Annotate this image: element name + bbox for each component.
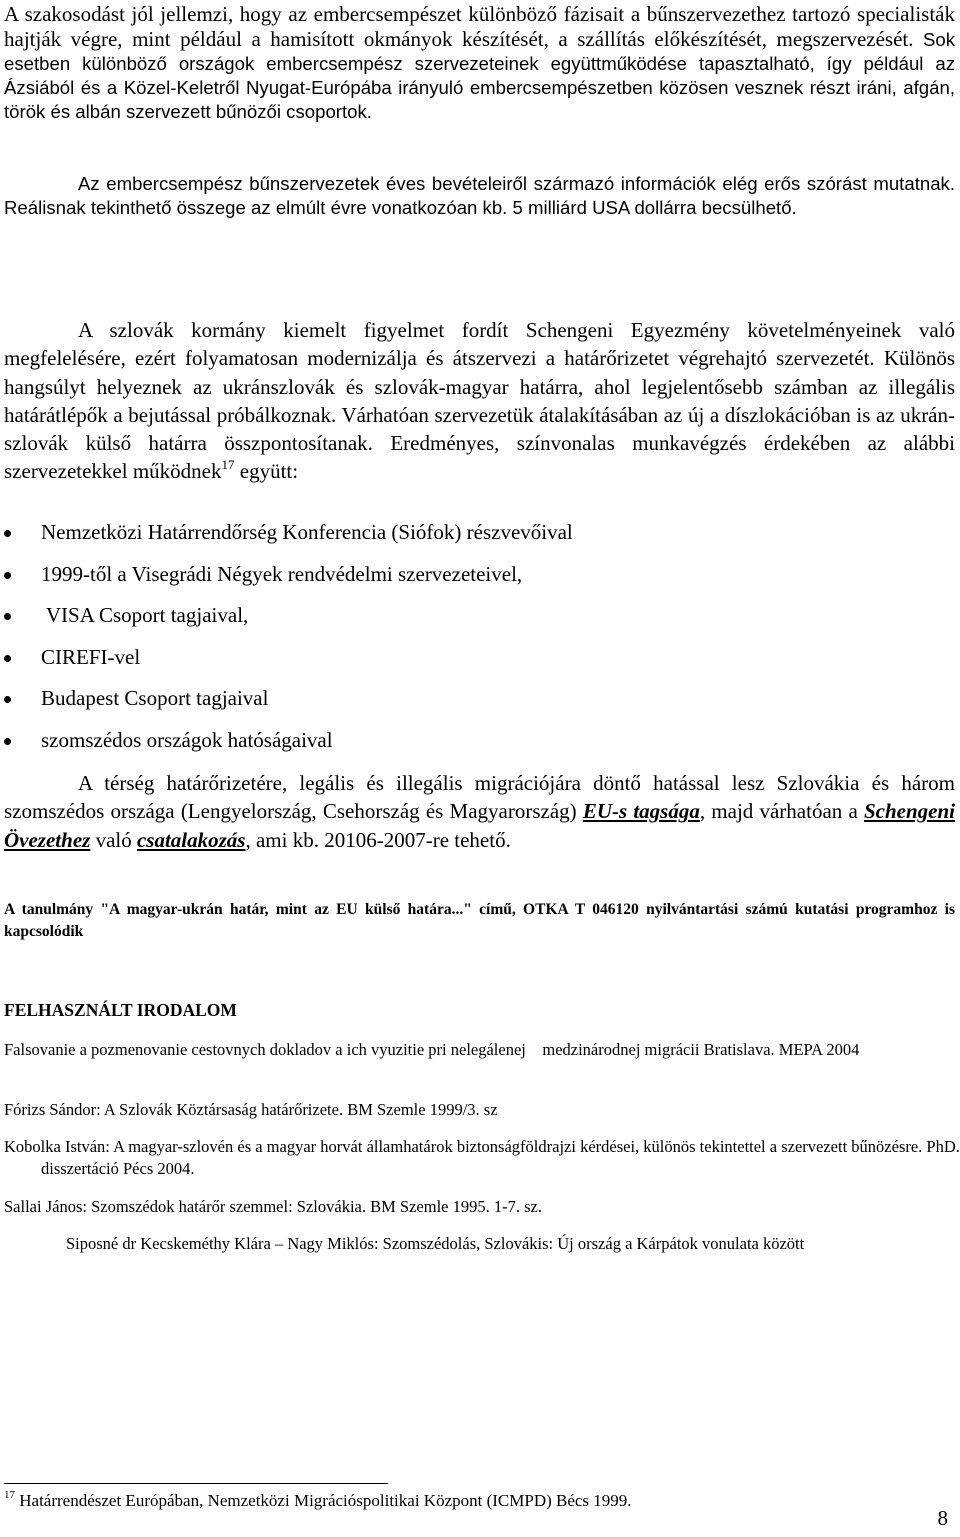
paragraph-slovak-text: A szlovák kormány kiemelt figyelmet fordít Schengeni Egyezmény követelményeinek való megfelelésére, ezért folyamatosan modernizálja és átszervezi a határőrizetet végrehajtó szervezetét. Különös hangsúlyt helyeznek az ukránszlovák és szlovák-magyar határra, ahol legjelentősebb számban az illegális határátlépők a bejutással próbálkoznak. Várhatóan szervezetük átalakításában az új a díszlokációban is az ukrán-szlovák külső határra összpontosítanak. Eredményes, színvonalas munkavégzés érdekében az alábbi szervezetekkel működnek	[4, 318, 955, 484]
bullet-icon	[4, 613, 11, 620]
references-heading: FELHASZNÁLT IRODALOM	[4, 1000, 237, 1020]
paragraph-slovak-government	[4, 316, 955, 486]
bullet-icon	[4, 738, 11, 745]
schengen-zone-emphasis: Schengeni Övezethez	[4, 799, 955, 852]
footnote-separator	[4, 1483, 388, 1484]
bullet-icon	[4, 572, 11, 579]
research-program-note: A tanulmány "A magyar-ukrán határ, mint az EU külső határa..." című, OTKA T 046120 nyilvántartási számú kutatási programhoz is kapcsolódik	[4, 901, 955, 940]
reference-item: Fórizs Sándor: A Szlovák Köztársaság határőrizete. BM Szemle 1999/3. sz	[4, 1100, 498, 1119]
reference-item: Sallai János: Szomszédok határőr szemmel: Szlovákia. BM Szemle 1995. 1-7. sz.	[4, 1197, 542, 1216]
bullet-icon	[4, 530, 11, 537]
footnote-reference[interactable]: 17	[221, 457, 235, 473]
footnote	[4, 1491, 632, 1511]
accession-emphasis: csatalakozás	[136, 827, 246, 852]
paragraph-smuggling-specialization	[4, 2, 955, 124]
paragraph-schengen-outlook: A térség határőrizetére, legális és illegális migrációjára döntő hatással lesz Szlovákia és három szomszédos országa (Lengyelország, Csehország és Magyarország) EU-s tagsága, majd várhatóan a Schengeni Övezethez való csatalakozás, ami kb. 20106-2007-re tehető.	[4, 771, 955, 852]
reference-item: Kobolka István: A magyar-szlovén és a magyar horvát államhatárok biztonságföldrajzi kérdései, különös tekintettel a szervezett bűnözésre. PhD. disszertáció Pécs 2004.	[4, 1137, 960, 1178]
bullet-icon	[4, 655, 11, 662]
reference-item: Falsovanie a pozmenovanie cestovnych dokladov a ich vyuzitie pri nelegálenej medzinárodnej migrácii Bratislava. MEPA 2004	[4, 1040, 860, 1059]
reference-item: Siposné dr Kecskeméthy Klára – Nagy Miklós: Szomszédolás, Szlovákis: Új ország a Kárpátok vonulata között	[66, 1234, 805, 1253]
bullet-icon	[4, 696, 11, 703]
paragraph-slovak-tail: együtt:	[239, 459, 299, 484]
paragraph-cooperation: Sok esetben különböző országok embercsempész szervezeteinek együttműködése tapasztalható, így például az Ázsiából és a Közel-Keletről Nyugat-Európába irányuló embercsempészetben közösen vesznek részt iráni, afgán, török és albán szervezett bűnözői csoportok.	[4, 29, 955, 122]
footnote-text: Határrendészet Európában, Nemzetközi Migrációspolitikai Központ (ICMPD) Bécs 1999.	[19, 1491, 632, 1510]
paragraph-revenue: Az embercsempész bűnszervezetek éves bevételeiről származó információk elég erős szórást mutatnak. Reálisnak tekinthető összege az elmúlt évre vonatkozóan kb. 5 milliárd USA dollárra becsülhető.	[4, 173, 955, 218]
footnote-number: 17	[4, 1489, 15, 1501]
page-number: 8	[937, 1506, 948, 1530]
eu-membership-emphasis: EU-s tagsága	[582, 799, 700, 824]
paragraph-intro: A szakosodást jól jellemzi, hogy az embercsempészet különböző fázisait a bűnszervezethez tartozó specialisták hajtják végre, mint például a hamisított okmányok készítését, a szállítás előkészítését, megszervezését.	[4, 2, 955, 51]
